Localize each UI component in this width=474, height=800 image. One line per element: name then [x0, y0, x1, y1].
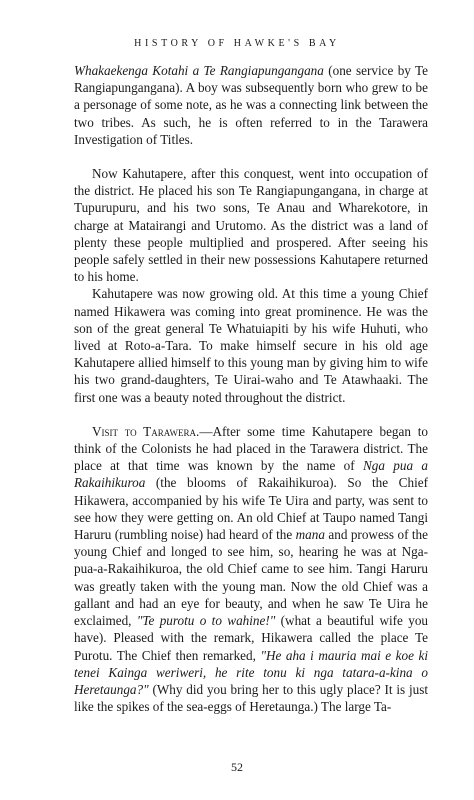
paragraph-1 [74, 62, 428, 148]
paragraph-3: Kahutapere was now growing old. At this time a young Chief named Hikawera was coming into great prominence. He was the son of the great general Te Whatuiapiti by his wife Huhuti, who lived at Roto-a-Tara. To make himself secure in his old age Kahutapere allied himself to this young man by giving him to wife his two grand-daughters, Te Uirai-waho and Te Atawhaaki. The first one was a beauty noted throughout the district. [74, 286, 428, 405]
italic-quote: "He aha i mauria mai e koe ki tenei Kainga weriweri, he rite tonu ki nga tatara-a-kina o Heretaunga?" [74, 647, 428, 697]
paragraph-text: (one service by Te Rangiapungangana). A boy was subsequently born who grew to be a personage of some note, as he was a connecting link between the two tribes. As such, he is often referred to in the Tarawera Investigation of Titles. [74, 63, 428, 147]
running-head: HISTORY OF HAWKE'S BAY [134, 38, 340, 49]
italic-phrase: Whakaekenga Kotahi a Te Rangiapungangana [74, 63, 324, 78]
italic-phrase: Nga pua a Rakaihikuroa [74, 458, 428, 491]
section-heading: Visit to Tarawera. [92, 423, 200, 439]
body-text [74, 62, 428, 715]
paragraph-text: —After some time Kahutapere began to think of the Colonists he had placed in the Tarawera district. The place at that time was known by the name of [74, 423, 429, 474]
paragraph-text: (Why did you bring her to this ugly place? It is just like the spikes of the sea-eggs of Heretaunga.) The large Ta- [74, 681, 428, 715]
paragraph-4 [74, 423, 428, 715]
paragraph-text: (what a beautiful wife you have). Pleased with the remark, Hikawera called the place Te Purotu. The Chief then remarked, [74, 613, 429, 663]
paragraph-2: Now Kahutapere, after this conquest, went into occupation of the district. He placed his son Te Rangiapungangana, in charge at Tupurupuru, and his two sons, Te Anau and Wharekotore, in charge at Matairangi and Urutomo. As the district was a land of plenty these people multiplied and prospered. After seeing his people safely settled in their new possessions Kahutapere returned to his home. [74, 166, 428, 285]
paragraph-text: (the blooms of Rakaihikuroa). So the Chief Hikawera, accompanied by his wife Te Uira and party, was sent to see how they were getting on. An old Chief at Taupo named Tangi Haruru (rumbling noise) had heard of the [74, 475, 428, 543]
paragraph-text: and prowess of the young Chief and longed to see him, so, hearing he was at Nga-pua-a-Rakaihikuroa, the old Chief came to see him. Tangi Haruru was greatly taken with the young man. Now the old Chief was a gallant and had an eye for beauty, and when he saw Te Uira he exclaimed, [74, 527, 428, 629]
page-number: 52 [231, 760, 243, 774]
italic-quote: "Te purotu o to wahine!" [136, 613, 276, 629]
italic-phrase: mana [295, 527, 325, 543]
